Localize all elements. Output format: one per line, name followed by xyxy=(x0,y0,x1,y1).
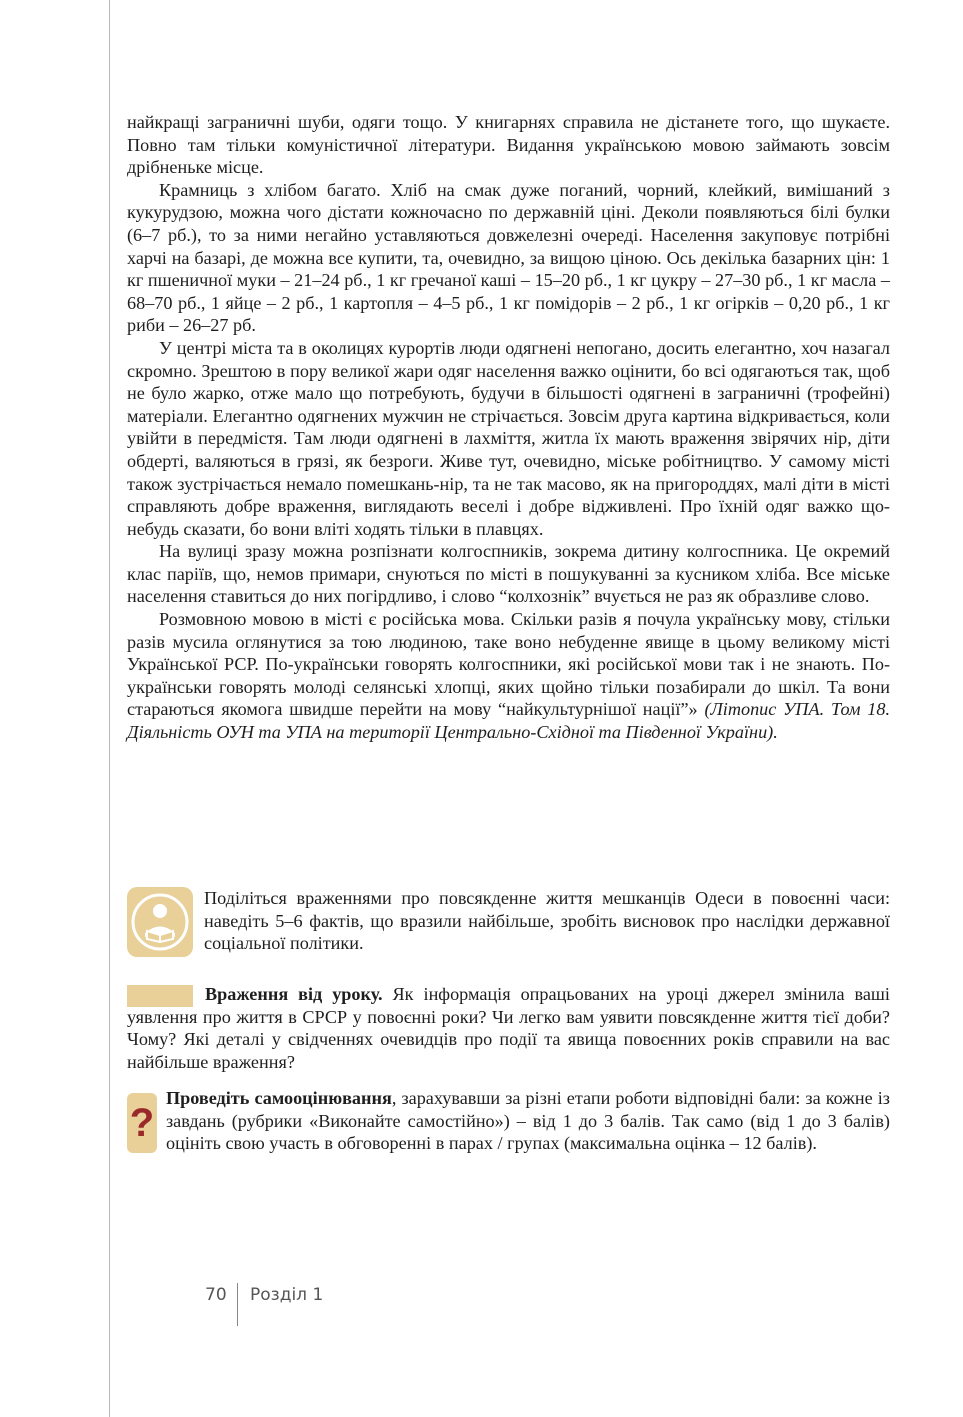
paragraph-1: найкращі заграничні шуби, одяги тощо. У книгарнях справила не дістанете того, що шукаєте. Повно там тільки комуністичної літератури. Видання українською мовою займають зовсім дрібненьке місце. xyxy=(127,112,890,178)
question-mark-icon: ? xyxy=(127,1093,157,1153)
source-citation: (Літопис УПА. Том 18. Діяльність ОУН та УПА на території Центрально-Східної та Південної України). xyxy=(127,699,890,743)
self-assessment-body: , зарахувавши за різні етапи роботи відповідні бали: за кожне із завдань (рубрики «Виконайте самостійно») – від 1 до 3 балів. Так само (від 1 до 3 балів) оцініть свою участь в обговоренні в парах / групах (максимальна оцінка – 12 балів). xyxy=(166,1088,890,1154)
impressions-text xyxy=(127,983,890,1073)
impressions-body: Як інформація опрацьованих на уроці джерел змінила ваші уявлення про життя в СРСР у повоєнні роки? Чи легко вам уявити повсякденне життя тієї доби? Чому? Які деталі у свідченнях очевидців про події та явища повоєнних років справили на вас найбільше враження? xyxy=(127,984,890,1072)
margin-rule xyxy=(109,0,110,1417)
paragraph-2: Крамниць з хлібом багато. Хліб на смак дуже поганий, чорний, клейкий, вимішаний з кукурудзою, можна чого дістати кожночасно по державній ціні. Деколи появляються білі булки (6–7 рб.), то за ними негайно уставляються довжелезні очереді. Населення закуповує потрібні харчі на базарі, де можна все купити, та, очевидно, за вищою ціною. Ось декілька базарних цін: 1 кг пшеничної муки – 21–24 рб., 1 кг гречаної каші – 15–20 рб., 1 кг цукру – 27–30 рб., 1 кг масла – 68–70 рб., 1 яйце – 2 рб., 1 картопля – 4–5 рб., 1 кг помідорів – 2 рб., 1 кг огірків – 0,20 рб., 1 кг риби – 26–27 рб. xyxy=(127,179,890,336)
footer-divider xyxy=(237,1283,238,1326)
section-label: Розділ 1 xyxy=(250,1285,324,1305)
reader-icon xyxy=(127,887,193,957)
paragraph-5-text: Розмовною мовою в місті є російська мова. Скільки разів я почула українську мову, стільки разів мусила оглянутися за тою людиною, таке воно небуденне явище в цьому великому місті Української РСР. По-українськи говорять колгоспники, які російської мови так і не знають. По-українськи говорять молоді селянські хлопці, яких щойно тільки позабирали до шкіл. Та вони стараються якомога швидше перейти на мову “найкультурнішої нації”» xyxy=(127,609,890,720)
paragraph-4: На вулиці зразу можна розпізнати колгоспників, зокрема дитину колгоспника. Це окремий клас паріїв, що, немов примари, снуються по місті в пошукуванні за кусником хліба. Все міське населення ставиться до них погірдливо, і слово “колхознік” вчується не раз як образливе слово. xyxy=(127,541,890,607)
paragraph-5 xyxy=(127,608,890,744)
discussion-task xyxy=(127,887,890,955)
impressions-marker xyxy=(127,985,193,1007)
lesson-impressions xyxy=(127,983,890,1073)
page-number: 70 xyxy=(205,1285,227,1305)
main-text xyxy=(127,111,890,744)
impressions-heading: Враження від уроку. xyxy=(205,984,383,1004)
paragraph-3: У центрі міста та в околицях курортів люди одягнені непогано, досить елегантно, хоч назагал скромно. Зрештою в пору великої жари одяг населення важко оцінити, бо всі одягаються так, щоб не було жарко, отже мало що потребують, будучи в більшості одягнені в заграничні (трофейні) матеріали. Елегантно одягнених мужчин не стрічається. Зовсім друга картина відкривається, коли увійти в передмістя. Там люди одягнені в лахміття, житла їх мають враження звірячих нір, діти обдерті, валяються в грязі, як безроги. Живе тут, очевидно, міське робітництво. У самому місті також зустрічається немало помешкань-нір, та не так масово, як на пригороддях, малі діти в місті справляють добре враження, виглядають веселі і добре відживлені. Про їхній одяг важко що-небудь сказати, бо вони вліті ходять тільки в плавцях. xyxy=(127,337,890,539)
self-assessment-text xyxy=(166,1087,890,1155)
self-assessment xyxy=(127,1087,890,1155)
task-text: Поділіться враженнями про повсякденне життя мешканців Одеси в повоєнні часи: наведіть 5–6 фактів, що вразили найбільше, зробіть висновок про наслідки державної соціальної політики. xyxy=(204,888,890,954)
self-assessment-heading: Проведіть самооцінювання xyxy=(166,1088,392,1108)
